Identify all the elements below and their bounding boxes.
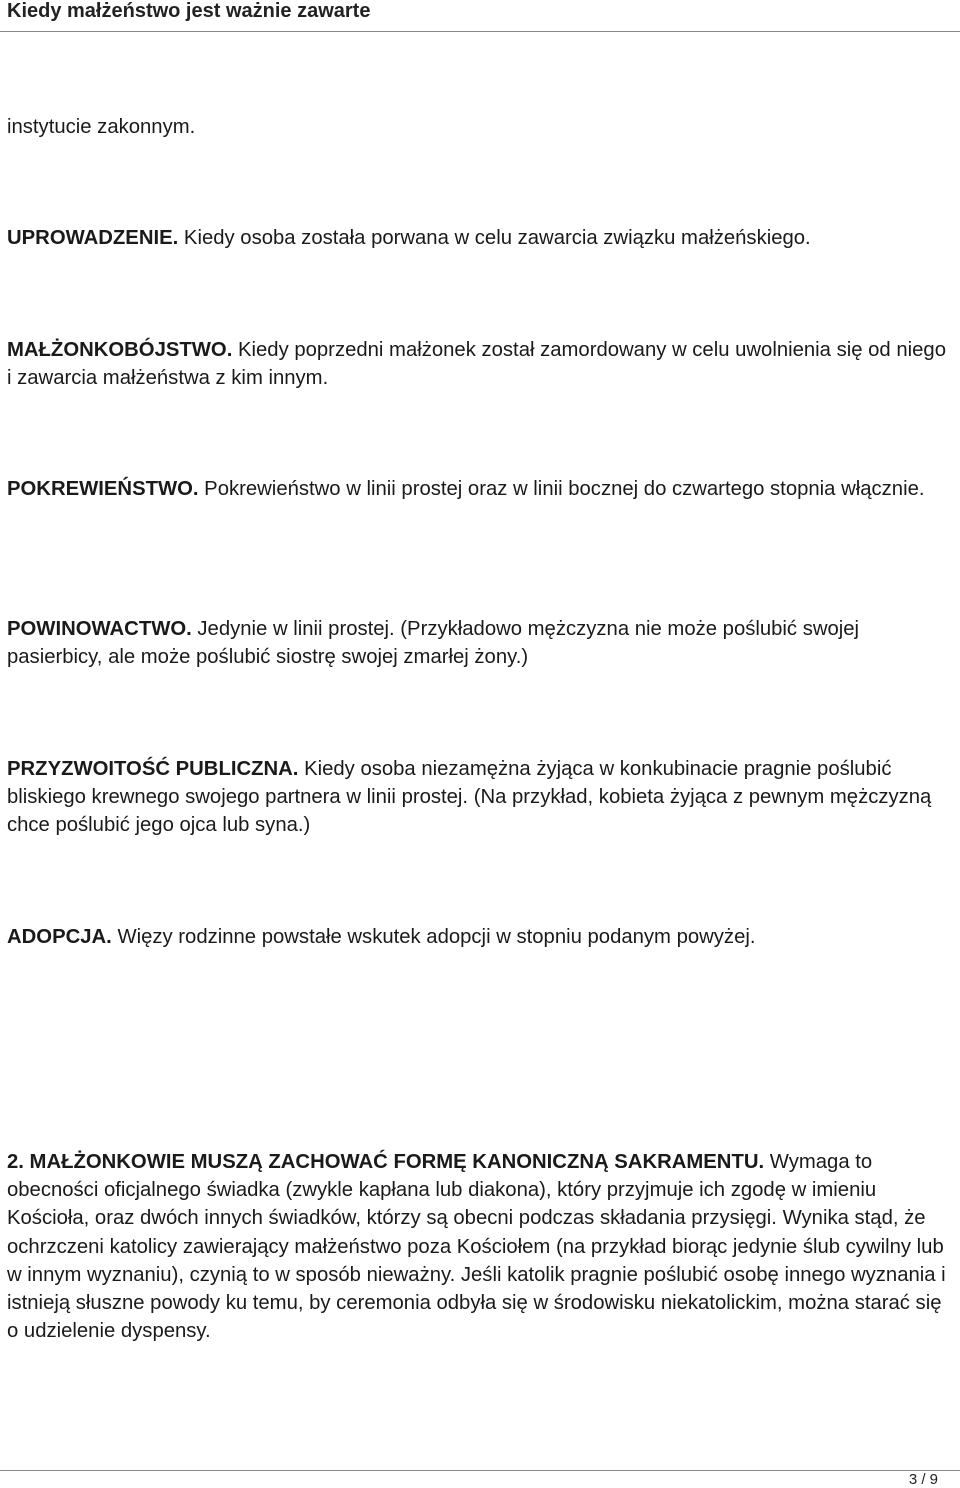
paragraph-pokrewienstwo: [7, 475, 953, 503]
paragraph-text: Kiedy osoba została porwana w celu zawarcia związku małżeńskiego.: [178, 227, 811, 249]
paragraph-term: POWINOWACTWO.: [7, 618, 192, 640]
paragraph-text: Jedynie w linii prostej. (Przykładowo mężczyzna nie może poślubić swojej pasierbicy, ale może poślubić siostrę swojej zmarłej żony.): [7, 618, 860, 669]
paragraph-text: Więzy rodzinne powstałe wskutek adopcji w stopniu podanym powyżej.: [111, 926, 756, 948]
paragraph-przyzwoitosc-publiczna: [7, 755, 953, 840]
page-header: [0, 0, 960, 33]
paragraph-term: 2. MAŁŻONKOWIE MUSZĄ ZACHOWAĆ FORMĘ KANONICZNĄ SAKRAMENTU.: [7, 1151, 765, 1173]
document-title: Kiedy małżeństwo jest ważnie zawarte: [7, 0, 371, 22]
paragraph-term: POKREWIEŃSTWO.: [7, 478, 199, 500]
header-divider: [0, 31, 960, 32]
paragraph-uprowadzenie: [7, 224, 953, 252]
paragraph-term: UPROWADZENIE.: [7, 227, 179, 249]
paragraph-term: MAŁŻONKOBÓJSTWO.: [7, 339, 233, 361]
paragraph-text: Kiedy poprzedni małżonek został zamordowany w celu uwolnienia się od niego i zawarcia małżeństwa z kim innym.: [7, 339, 946, 390]
paragraph-text: Kiedy osoba niezamężna żyjąca w konkubinacie pragnie poślubić bliskiego krewnego swojego partnera w linii prostej. (Na przykład, kobieta żyjąca z pewnym mężczyzną chce poślubić jego ojca lub syna.): [7, 758, 932, 837]
paragraph-text: instytucie zakonnym.: [7, 116, 196, 138]
paragraph-forma-kanoniczna: [7, 1148, 953, 1345]
paragraph-term: ADOPCJA.: [7, 926, 112, 948]
paragraph-adopcja: [7, 923, 953, 951]
paragraph-malzonkobojstwo: [7, 336, 953, 392]
paragraph-text: Wymaga to obecności oficjalnego świadka (zwykle kapłana lub diakona), który przyjmuje ich zgodę w imieniu Kościoła, oraz dwóch innych świadków, którzy są obecni podczas składania przysięgi. Wynika stąd, że ochrzczeni katolicy zawierający małżeństwo poza Kościołem (na przykład biorąc jedynie ślub cywilny lub w innym wyznaniu), czynią to w sposób nieważny. Jeśli katolik pragnie poślubić osobę innego wyznania i istnieją słuszne powody ku temu, by ceremonia odbyła się w środowisku niekatolickim, można starać się o udzielenie dyspensy.: [7, 1151, 946, 1343]
paragraph-text: Pokrewieństwo w linii prostej oraz w linii bocznej do czwartego stopnia włącznie.: [198, 478, 925, 500]
paragraph-term: PRZYZWOITOŚĆ PUBLICZNA.: [7, 758, 299, 780]
paragraph-powinowactwo: [7, 615, 953, 671]
page-number: 3 / 9: [908, 1471, 938, 1488]
footer-divider: [0, 1470, 960, 1471]
paragraph-intro: [7, 113, 953, 141]
